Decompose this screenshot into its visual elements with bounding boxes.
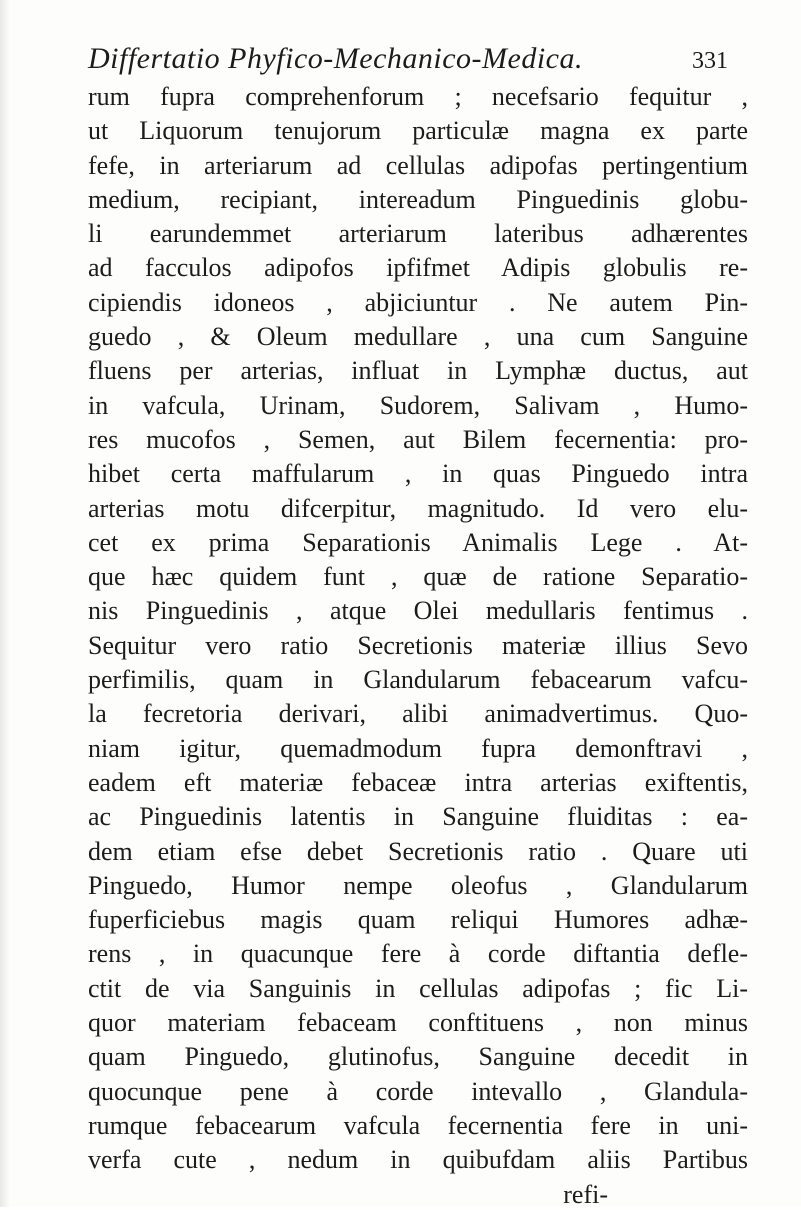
page-gutter-shadow	[0, 0, 10, 1207]
text-line: quocunque pene à corde intevallo , Glandula-	[88, 1076, 748, 1106]
text-line: rumque febacearum vafcula fecernentia fere in uni-	[88, 1110, 748, 1140]
text-line: cet ex prima Separationis Animalis Lege . At-	[88, 527, 748, 557]
text-line: guedo , & Oleum medullare , una cum Sanguine	[88, 322, 748, 352]
body-text	[88, 80, 748, 1212]
running-head	[88, 42, 728, 82]
text-line: que hæc quidem funt , quæ de ratione Separatio-	[88, 562, 748, 592]
text-line: medium, recipiant, intereadum Pinguedinis globu-	[88, 184, 748, 214]
text-line: niam igitur, quemadmodum fupra demonftravi ,	[88, 733, 748, 763]
text-line: ctit de via Sanguinis in cellulas adipofas ; fic Li-	[88, 973, 748, 1003]
text-line: nis Pinguedinis , atque Olei medullaris fentimus .	[88, 596, 748, 626]
text-line: Sequitur vero ratio Secretionis materiæ illius Sevo	[88, 630, 748, 660]
text-line: la fecretoria derivari, alibi animadvertimus. Quo-	[88, 699, 748, 729]
text-line: ad facculos adipofos ipfifmet Adipis globulis re-	[88, 253, 748, 283]
text-line: quor materiam febaceam conftituens , non minus	[88, 1008, 748, 1038]
text-line: eadem eft materiæ febaceæ intra arterias exiftentis,	[88, 767, 748, 797]
text-line: quam Pinguedo, glutinofus, Sanguine decedit in	[88, 1042, 748, 1072]
text-line: fuperficiebus magis quam reliqui Humores adhæ-	[88, 905, 748, 935]
text-line: Pinguedo, Humor nempe oleofus , Glandularum	[88, 870, 748, 900]
text-line: dem etiam efse debet Secretionis ratio . Quare uti	[88, 836, 748, 866]
text-line: rens , in quacunque fere à corde diftantia defle-	[88, 939, 748, 969]
text-line: in vafcula, Urinam, Sudorem, Salivam , Humo-	[88, 390, 748, 420]
text-line: ac Pinguedinis latentis in Sanguine fluiditas : ea-	[88, 802, 748, 832]
text-line: fluens per arterias, influat in Lymphæ ductus, aut	[88, 356, 748, 386]
running-title: Differtatio Phyfico-Mechanico-Medica.	[88, 42, 583, 75]
text-line: arterias motu difcerpitur, magnitudo. Id vero elu-	[88, 493, 748, 523]
text-line: rum fupra comprehenforum ; necefsario fequitur ,	[88, 82, 748, 111]
text-line: verfa cute , nedum in quibufdam aliis Partibus	[88, 1145, 748, 1175]
text-line: ut Liquorum tenujorum particulæ magna ex parte	[88, 116, 748, 146]
text-line: fefe, in arteriarum ad cellulas adipofas pertingentium	[88, 150, 748, 180]
text-line: res mucofos , Semen, aut Bilem fecernentia: pro-	[88, 424, 748, 454]
text-line: li earundemmet arteriarum lateribus adhærentes	[88, 219, 748, 249]
page-number: 331	[692, 48, 728, 74]
text-line: perfimilis, quam in Glandularum febacearum vafcu-	[88, 665, 748, 695]
catchword: refi-	[563, 1179, 608, 1209]
text-line: hibet certa maffularum , in quas Pinguedo intra	[88, 459, 748, 489]
text-line: cipiendis idoneos , abjiciuntur . Ne autem Pin-	[88, 287, 748, 317]
